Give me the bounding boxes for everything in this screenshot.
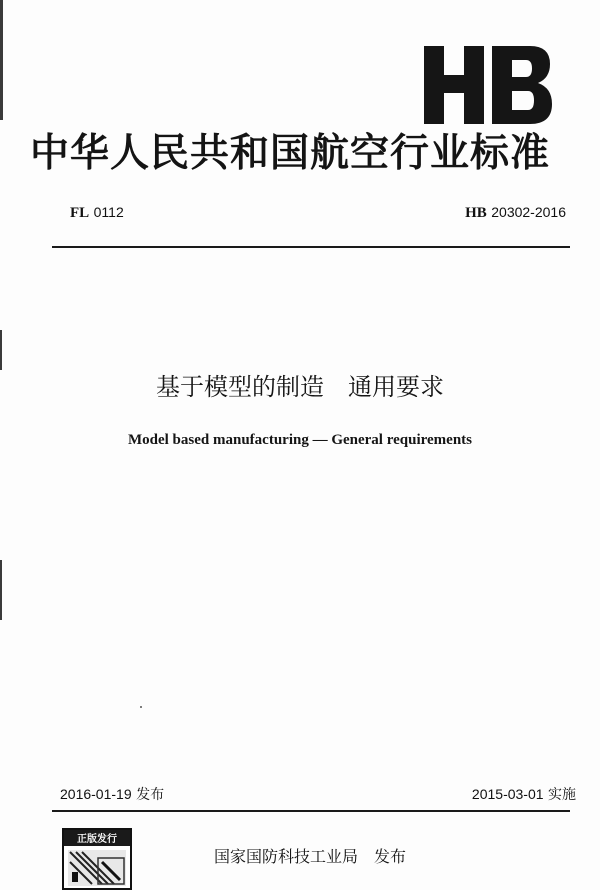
standard-category-title: 中华人民共和国航空行业标准 <box>30 131 551 176</box>
effective-date-label: 实施 <box>548 787 576 803</box>
hb-logo-text: HB <box>488 104 490 105</box>
issue-date <box>60 784 164 805</box>
scan-edge-mark <box>0 560 2 620</box>
scan-edge-mark <box>0 330 2 370</box>
issue-date-label: 发布 <box>136 787 165 803</box>
standard-code <box>465 202 566 223</box>
effective-date-value: 2015-03-01 <box>471 786 544 802</box>
issue-date-value: 2016-01-19 <box>60 786 132 802</box>
document-title-en: Model based manufacturing — General requirements <box>127 432 472 448</box>
classification-code <box>70 202 124 223</box>
issuer-name: 国家国防科技工业局 <box>213 847 358 866</box>
hb-logo <box>422 44 554 126</box>
standard-number: 20302-2016 <box>491 204 566 220</box>
issuer-action: 发布 <box>374 847 407 866</box>
scan-speck <box>140 706 142 708</box>
classification-number: 0112 <box>93 204 124 220</box>
footer-divider <box>52 810 570 812</box>
standard-prefix: HB <box>465 205 487 221</box>
stamp-label: 正版发行 <box>77 834 117 845</box>
scan-edge-mark <box>0 0 3 120</box>
classification-prefix: FL <box>70 205 90 221</box>
document-title-zh: 基于模型的制造 通用要求 <box>156 373 444 401</box>
effective-date <box>472 784 576 805</box>
header-divider <box>52 246 570 248</box>
issuer-line <box>0 846 600 868</box>
